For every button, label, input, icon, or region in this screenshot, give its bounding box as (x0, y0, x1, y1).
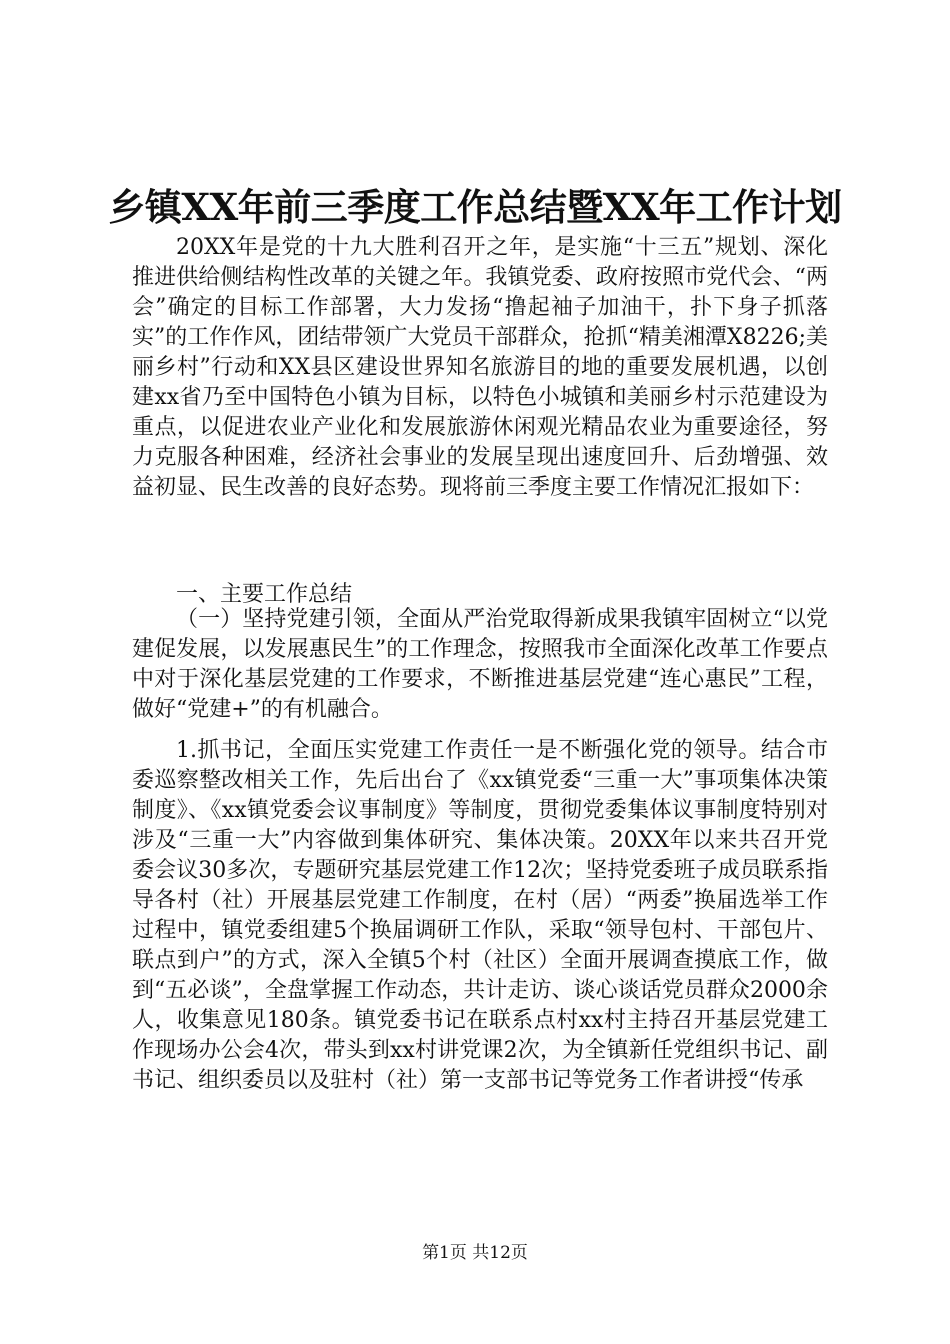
document-title: 乡镇XX年前三季度工作总结暨XX年工作计划 (108, 185, 842, 229)
page-footer: 第1页 共12页 (422, 1243, 528, 1263)
subsection-paragraph: （一）坚持党建引领，全面从严治党取得新成果我镇牢固树立“以党建促发展，以发展惠民生”的工作理念，按照我市全面深化改革工作要点中对于深化基层党建的工作要求，不断推进基层党建“连心惠民”工程，做好“党建+”的有机融合。 (132, 607, 828, 722)
intro-paragraph: 20XX年是党的十九大胜利召开之年，是实施“十三五”规划、深化推进供给侧结构性改革的关键之年。我镇党委、政府按照市党代会、“两会”确定的目标工作部署，大力发扬“撸起袖子加油干，扑下身子抓落实”的工作作风，团结带领广大党员干部群众，抢抓“精美湘潭X8226;美丽乡村”行动和XX县区建设世界知名旅游目的地的重要发展机遇，以创建xx省乃至中国特色小镇为目标，以特色小城镇和美丽乡村示范建设为重点，以促进农业产业化和发展旅游休闲观光精品农业为重要途径，努力克服各种困难，经济社会事业的发展呈现出速度回升、后劲增强、效益初显、民生改善的良好态势。现将前三季度主要工作情况汇报如下： (132, 235, 828, 500)
body-paragraph: 1.抓书记，全面压实党建工作责任一是不断强化党的领导。结合市委巡察整改相关工作，先后出台了《xx镇党委“三重一大”事项集体决策制度》、《xx镇党委会议事制度》等制度，贯彻党委集体议事制度特别对涉及“三重一大”内容做到集体研究、集体决策。20XX年以来共召开党委会议30多次，专题研究基层党建工作12次；坚持党委班子成员联系指导各村（社）开展基层党建工作制度，在村（居）“两委”换届选举工作过程中，镇党委组建5个换届调研工作队，采取“领导包村、干部包片、联点到户”的方式，深入全镇5个村（社区）全面开展调查摸底工作，做到“五必谈”，全盘掌握工作动态，共计走访、谈心谈话党员群众2000余人，收集意见180条。镇党委书记在联系点村xx村主持召开基层党建工作现场办公会4次，带头到xx村讲党课2次，为全镇新任党组织书记、副书记、组织委员以及驻村（社）第一支部书记等党务工作者讲授“传承 (132, 738, 828, 1093)
section-heading: 一、主要工作总结 (176, 582, 353, 607)
